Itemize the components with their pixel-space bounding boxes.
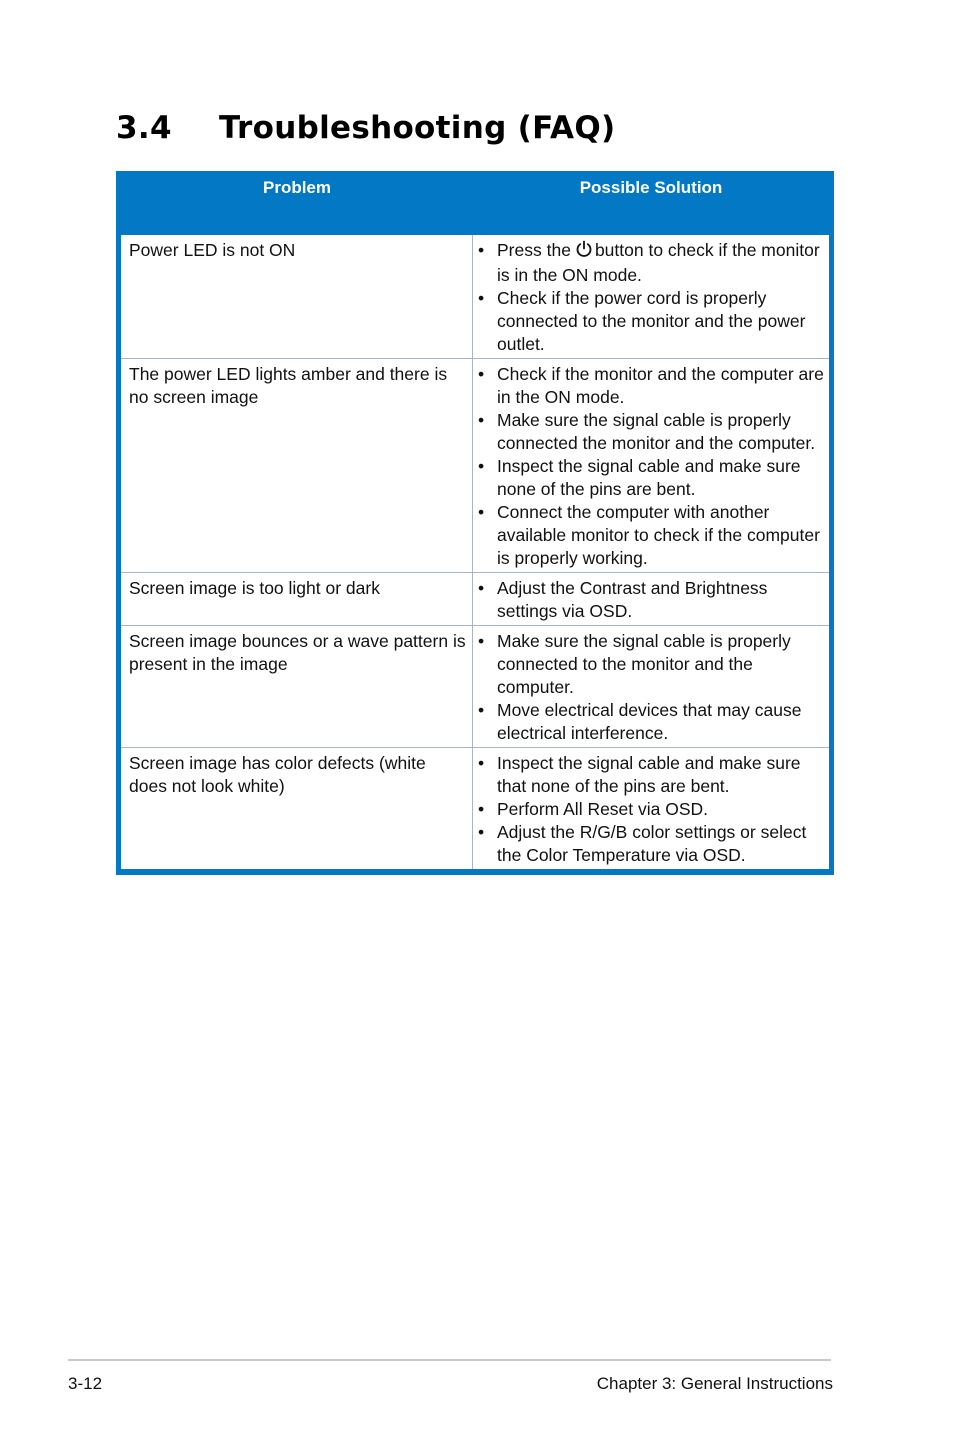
solution-item	[477, 287, 825, 356]
chapter-label: Chapter 3: General Instructions	[596, 1374, 833, 1393]
bullet: •	[478, 456, 485, 476]
solution-cell	[473, 626, 829, 747]
solution-text: Make sure the signal cable is properly connected to the monitor and the computer.	[497, 631, 791, 697]
bullet: •	[478, 799, 485, 819]
problem-cell: Screen image has color defects (white does not look white)	[121, 748, 473, 869]
bullet: •	[478, 822, 485, 842]
solution-text: Move electrical devices that may cause electrical interference.	[497, 700, 802, 743]
solution-item	[477, 409, 825, 455]
table-body	[121, 235, 829, 869]
solution-list	[477, 577, 825, 623]
solution-item	[477, 239, 825, 287]
solution-item	[477, 798, 825, 821]
solution-list	[477, 239, 825, 356]
table-row	[121, 625, 829, 747]
bullet: •	[478, 410, 485, 430]
bullet: •	[478, 631, 485, 651]
bullet: •	[478, 288, 485, 308]
solution-item	[477, 455, 825, 501]
column-header-solution: Possible Solution	[579, 178, 723, 197]
section-title: Troubleshooting (FAQ)	[219, 110, 616, 146]
solution-cell	[473, 359, 829, 572]
bullet: •	[478, 753, 485, 773]
table-row	[121, 235, 829, 358]
solution-item	[477, 630, 825, 699]
faq-table	[116, 171, 834, 875]
solution-text: Inspect the signal cable and make sure that none of the pins are bent.	[497, 753, 801, 796]
solution-text: button to check if the monitor is in the ON mode.	[497, 240, 820, 285]
solution-cell	[473, 235, 829, 358]
solution-text: Check if the power cord is properly connected to the monitor and the power outlet.	[497, 288, 806, 354]
problem-cell: Screen image bounces or a wave pattern is present in the image	[121, 626, 473, 747]
bullet: •	[478, 502, 485, 522]
page-number: 3-12	[68, 1374, 103, 1393]
problem-cell: Power LED is not ON	[121, 235, 473, 358]
solution-cell	[473, 573, 829, 625]
table-row	[121, 358, 829, 572]
bullet: •	[478, 700, 485, 720]
solution-cell	[473, 748, 829, 869]
solution-text: Check if the monitor and the computer are in the ON mode.	[497, 364, 824, 407]
footer-divider	[68, 1359, 831, 1361]
solution-text: Perform All Reset via OSD.	[497, 799, 709, 819]
power-icon	[575, 240, 593, 264]
solution-item	[477, 363, 825, 409]
solution-text: Adjust the Contrast and Brightness settings via OSD.	[497, 578, 768, 621]
solution-item	[477, 501, 825, 570]
bullet: •	[478, 240, 485, 260]
solution-list	[477, 363, 825, 570]
problem-cell: The power LED lights amber and there is no screen image	[121, 359, 473, 572]
solution-item	[477, 752, 825, 798]
column-header-problem: Problem	[262, 178, 332, 197]
table-row	[121, 747, 829, 869]
solution-item	[477, 821, 825, 867]
page-title	[116, 110, 615, 146]
solution-item	[477, 699, 825, 745]
solution-text: Press the	[497, 240, 571, 260]
solution-text: Connect the computer with another available monitor to check if the computer is properly working.	[497, 502, 820, 568]
solution-item	[477, 577, 825, 623]
solution-text: Inspect the signal cable and make sure none of the pins are bent.	[497, 456, 801, 499]
solution-text: Adjust the R/G/B color settings or select the Color Temperature via OSD.	[497, 822, 807, 865]
table-row	[121, 572, 829, 625]
bullet: •	[478, 364, 485, 384]
section-number: 3.4	[116, 110, 172, 146]
table-header	[121, 171, 829, 235]
solution-text: Make sure the signal cable is properly connected the monitor and the computer.	[497, 410, 816, 453]
solution-list	[477, 630, 825, 745]
solution-list	[477, 752, 825, 867]
bullet: •	[478, 578, 485, 598]
problem-cell: Screen image is too light or dark	[121, 573, 473, 625]
